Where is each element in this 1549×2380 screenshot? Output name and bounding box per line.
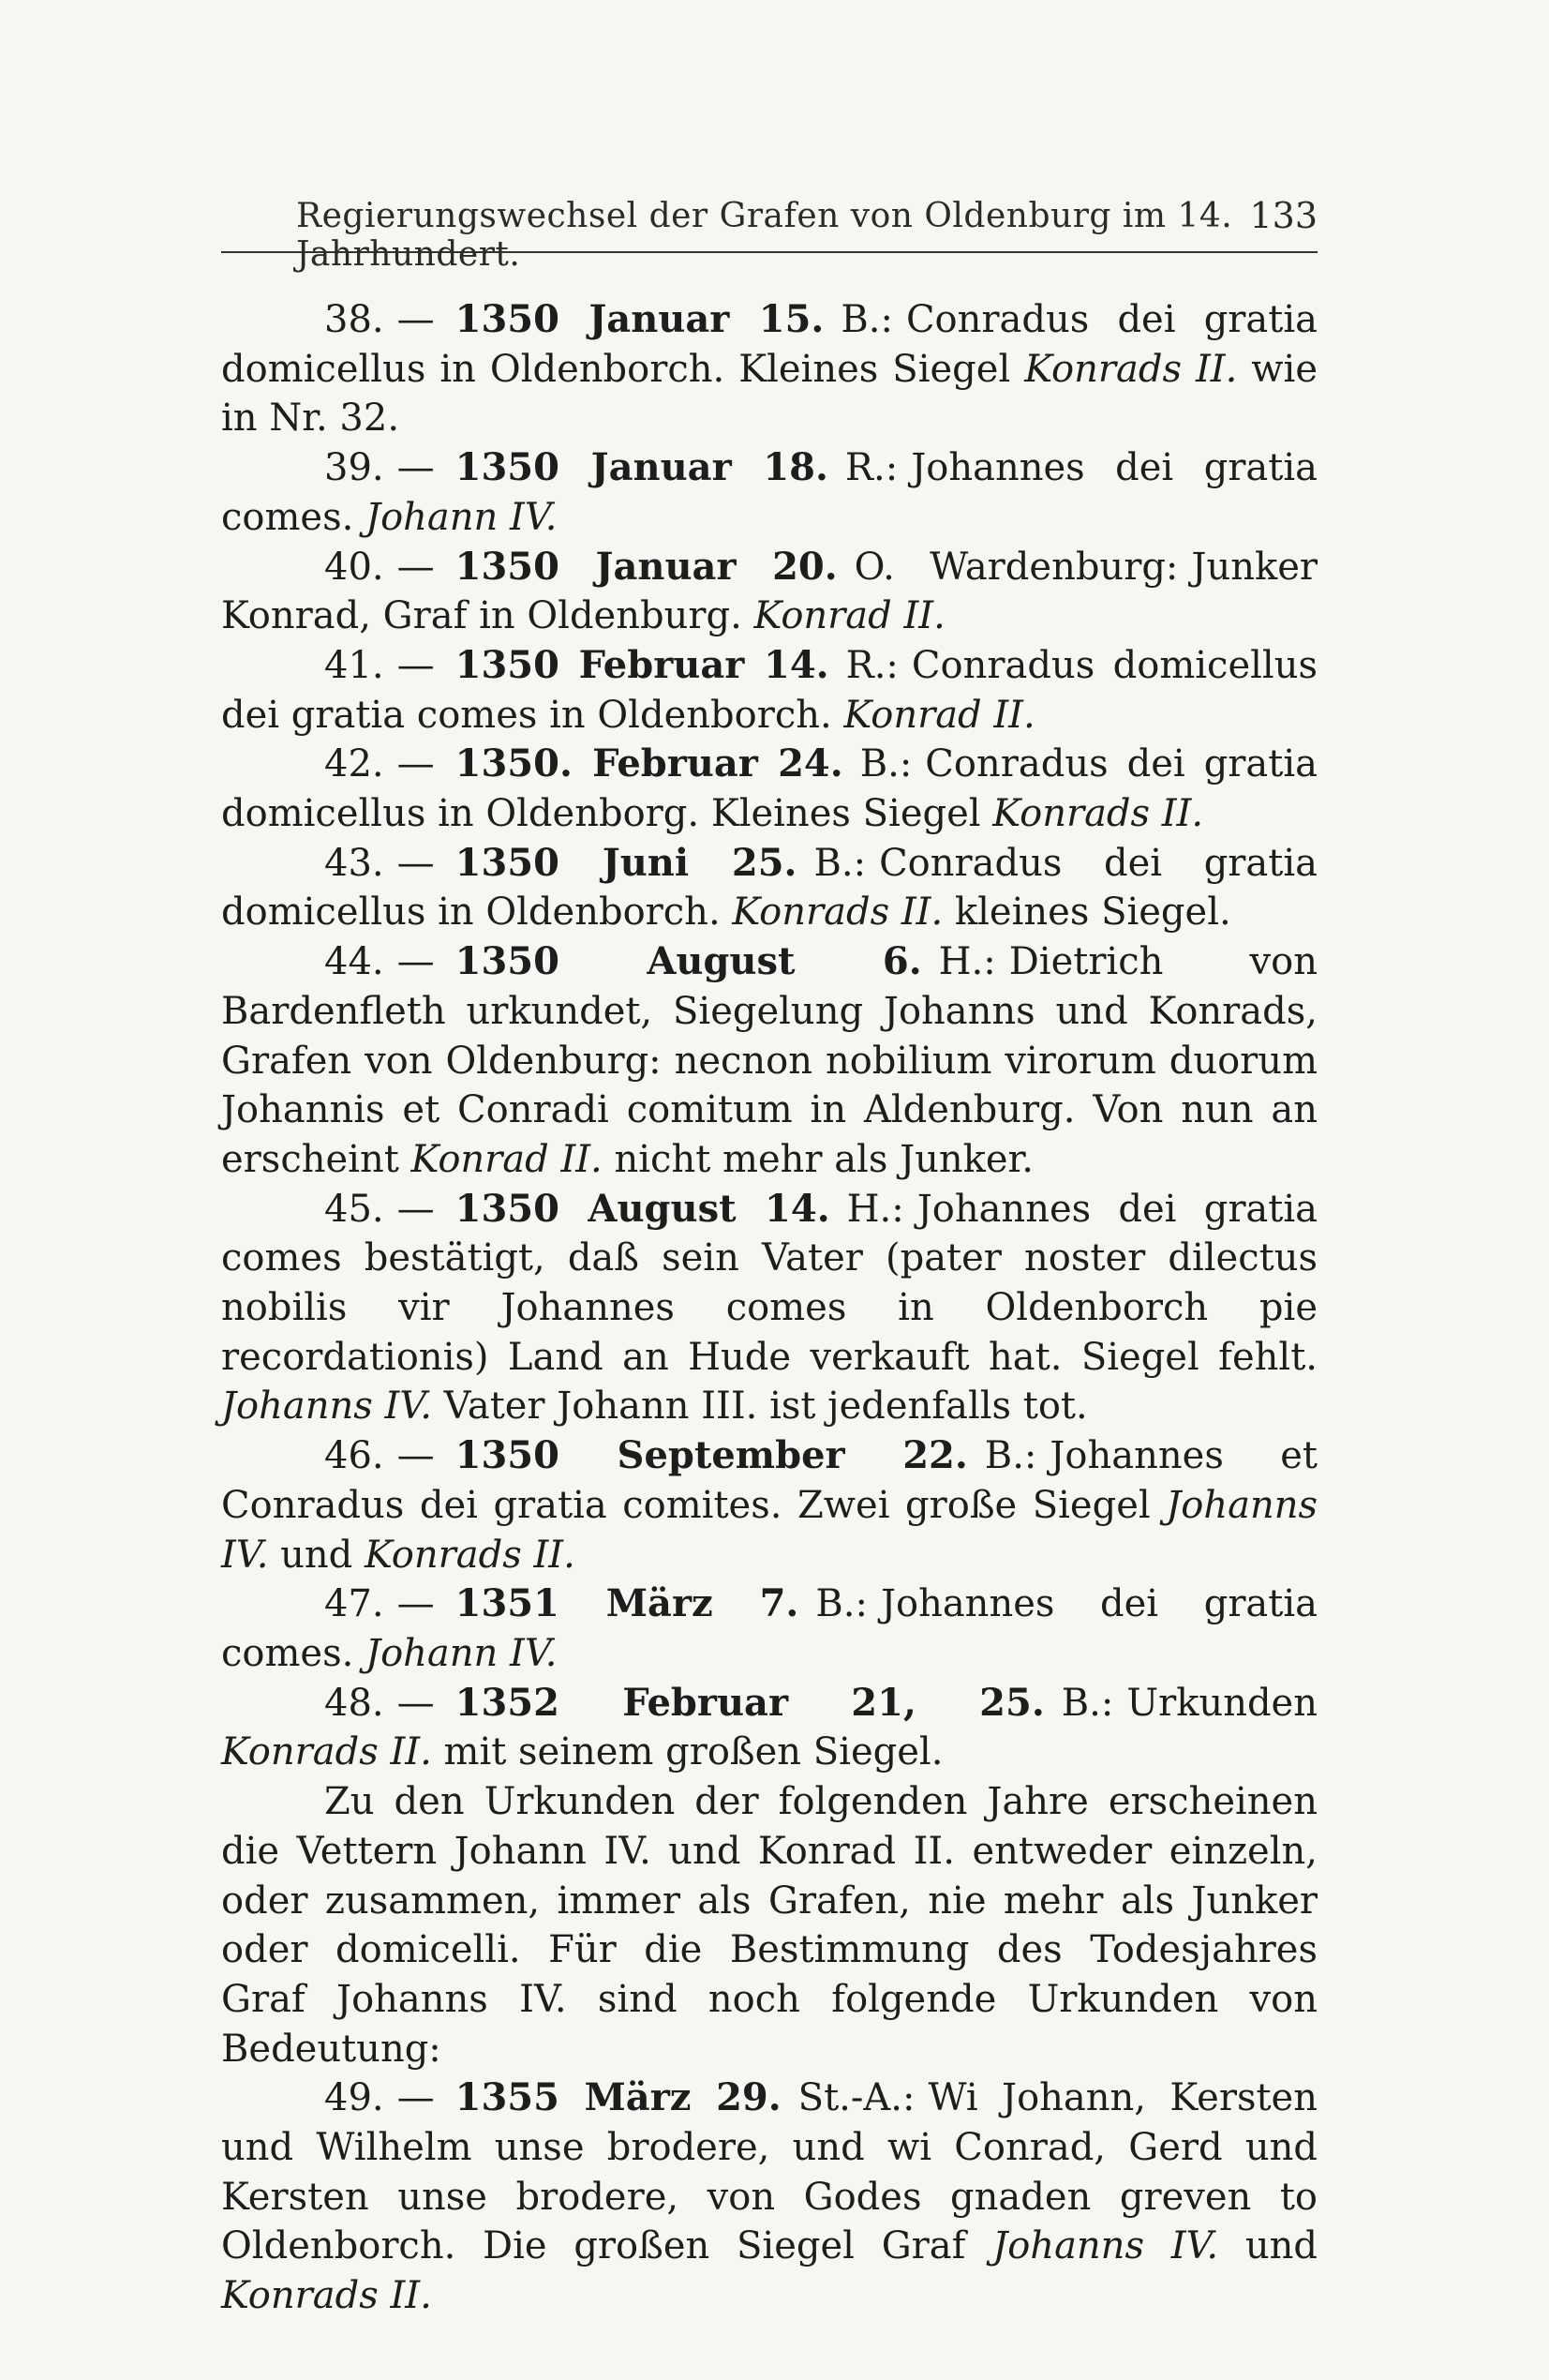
entry-number: 47. — [324, 1582, 384, 1626]
entry-number: 44. — [324, 940, 384, 984]
entry-italic-2: Konrads II. — [221, 2274, 432, 2318]
entry-italic: Konrads II. — [992, 792, 1204, 836]
entry-text: Conradus dei gratia domicellus in Oldenborch. Kleines Siegel — [221, 298, 1318, 391]
entry-dash: — — [396, 1681, 435, 1725]
entry-number: 46. — [324, 1434, 384, 1478]
entry-text: Urkunden — [1126, 1681, 1318, 1725]
entry-dash: — — [396, 1434, 435, 1478]
entry-text: Johannes dei gratia comes bestätigt, daß sein Vater (pater noster dilectus nobilis vir Johannes comes in Oldenborch pie recordationis) Land an Hude verkauft hat. Siegel fehlt. — [221, 1187, 1318, 1379]
entry-number: 40. — [324, 545, 384, 589]
entry-45 — [221, 1185, 1318, 1432]
entry-tail: mit seinem großen Siegel. — [443, 1730, 944, 1774]
entry-source: B.: — [815, 1582, 868, 1626]
entry-source: B.: — [841, 298, 893, 341]
entry-italic: Konrad II. — [843, 693, 1035, 737]
entry-dash: — — [396, 446, 435, 490]
entry-tail: nicht mehr als Junker. — [614, 1137, 1034, 1181]
entry-date: 1352 Februar 21, 25. — [454, 1680, 1045, 1725]
entry-40 — [221, 543, 1318, 641]
entry-dash: — — [396, 742, 435, 786]
entry-italic-2: Konrads II. — [365, 1533, 575, 1577]
entry-italic: Konrads II. — [732, 891, 944, 935]
entry-tail: kleines Siegel. — [954, 891, 1231, 935]
entry-italic: Johanns IV. — [221, 1385, 432, 1429]
entry-italic: Konrads II. — [221, 1730, 432, 1774]
entry-date: 1351 März 7. — [454, 1581, 799, 1626]
page-number: 133 — [1249, 195, 1318, 236]
entry-dash: — — [396, 1187, 435, 1231]
entry-tail: Vater Johann III. ist jedenfalls tot. — [443, 1385, 1088, 1429]
entry-dash: — — [396, 545, 435, 589]
entry-italic: Konrad II. — [410, 1137, 603, 1181]
body-paragraph: Zu den Urkunden der folgenden Jahre erscheinen die Vettern Johann IV. und Konrad II. entweder einzeln, oder zusammen, immer als Grafen, nie mehr als Junker oder domicelli. Für die Bestimmung des Todesjahres Graf Johanns IV. sind noch folgende Urkunden von Bedeutung: — [221, 1780, 1318, 2071]
entry-dash: — — [396, 940, 435, 984]
entry-tail: und — [1244, 2224, 1318, 2268]
page-body — [221, 295, 1318, 2321]
entry-date: 1350 Juni 25. — [454, 840, 797, 885]
entry-italic: Johann IV. — [365, 1631, 558, 1675]
entry-date: 1350. Februar 24. — [454, 741, 843, 786]
entry-date: 1350 Februar 14. — [454, 642, 829, 687]
entry-tail: wie in Nr. 32. — [221, 347, 1318, 441]
entry-text: Johannes et Conradus dei gratia comites. Zwei große Siegel — [221, 1434, 1318, 1527]
entry-text: Johannes dei gratia comes. — [221, 1582, 1318, 1675]
entry-text: Conradus dei gratia domicellus in Oldenborch. — [221, 841, 1318, 935]
entry-text: Dietrich von Bardenfleth urkundet, Siegelung Johanns und Konrads, Grafen von Oldenburg: necnon nobilium virorum duorum Johannis et Conradi comitum in Aldenburg. Von nun an erscheint — [221, 940, 1318, 1181]
entry-number: 43. — [324, 841, 384, 885]
entry-44 — [221, 937, 1318, 1185]
running-title: Regierungswechsel der Grafen von Oldenburg im 14. Jahrhundert. — [296, 197, 1233, 274]
entry-date: 1350 Januar 20. — [454, 544, 838, 589]
entry-source: B.: — [1061, 1681, 1114, 1725]
entry-number: 42. — [324, 742, 384, 786]
entry-date: 1355 März 29. — [454, 2075, 782, 2120]
entry-49 — [221, 2073, 1318, 2321]
entry-dash: — — [396, 643, 435, 687]
entry-source: O. Wardenburg: — [854, 545, 1179, 589]
entry-43 — [221, 839, 1318, 937]
entry-number: 39. — [324, 446, 384, 490]
entry-text: Junker Konrad, Graf in Oldenburg. — [221, 545, 1318, 638]
entry-number: 38. — [324, 298, 384, 341]
entry-text: Johannes dei gratia comes. — [221, 446, 1318, 539]
entry-48 — [221, 1679, 1318, 1777]
entry-date: 1350 Januar 18. — [454, 445, 828, 490]
entry-number: 48. — [324, 1681, 384, 1725]
entry-date: 1350 Januar 15. — [454, 297, 825, 341]
entry-source: B.: — [813, 841, 867, 885]
entry-41 — [221, 641, 1318, 740]
entry-italic: Johann IV. — [365, 495, 558, 539]
entry-dash: — — [396, 298, 435, 341]
entry-date: 1350 August 14. — [454, 1186, 830, 1231]
entry-38 — [221, 295, 1318, 443]
entry-source: R.: — [844, 446, 899, 490]
entry-source: R.: — [845, 643, 899, 687]
entry-date: 1350 August 6. — [454, 939, 922, 984]
entry-39 — [221, 443, 1318, 542]
entry-text: Wi Johann, Kersten und Wilhelm unse brodere, und wi Conrad, Gerd und Kersten unse brodere, von Godes gnaden greven to Oldenborch. Die großen Siegel Graf — [221, 2076, 1318, 2268]
entry-number: 45. — [324, 1187, 384, 1231]
entry-dash: — — [396, 841, 435, 885]
entry-italic: Johanns IV. — [221, 1483, 1318, 1577]
entry-dash: — — [396, 1582, 435, 1626]
entry-42 — [221, 740, 1318, 838]
entry-47 — [221, 1579, 1318, 1678]
entry-46 — [221, 1431, 1318, 1579]
entry-number: 41. — [324, 643, 384, 687]
entry-text: Conradus dei gratia domicellus in Oldenborg. Kleines Siegel — [221, 742, 1318, 836]
entry-date: 1350 September 22. — [454, 1433, 968, 1478]
entry-source: H.: — [846, 1187, 904, 1231]
entry-source: B.: — [984, 1434, 1037, 1478]
page-header — [221, 193, 1318, 274]
entry-tail: und — [280, 1533, 353, 1577]
entry-text: Conradus domicellus dei gratia comes in Oldenborch. — [221, 643, 1318, 737]
entry-number: 49. — [324, 2076, 384, 2120]
entry-italic: Johanns IV. — [992, 2224, 1219, 2268]
entry-source: St.-A.: — [797, 2076, 916, 2120]
entry-italic: Konrads II. — [1024, 347, 1238, 391]
entry-source: H.: — [938, 940, 996, 984]
entry-italic: Konrad II. — [753, 594, 946, 638]
entry-dash: — — [396, 2076, 435, 2120]
entry-source: B.: — [859, 742, 913, 786]
